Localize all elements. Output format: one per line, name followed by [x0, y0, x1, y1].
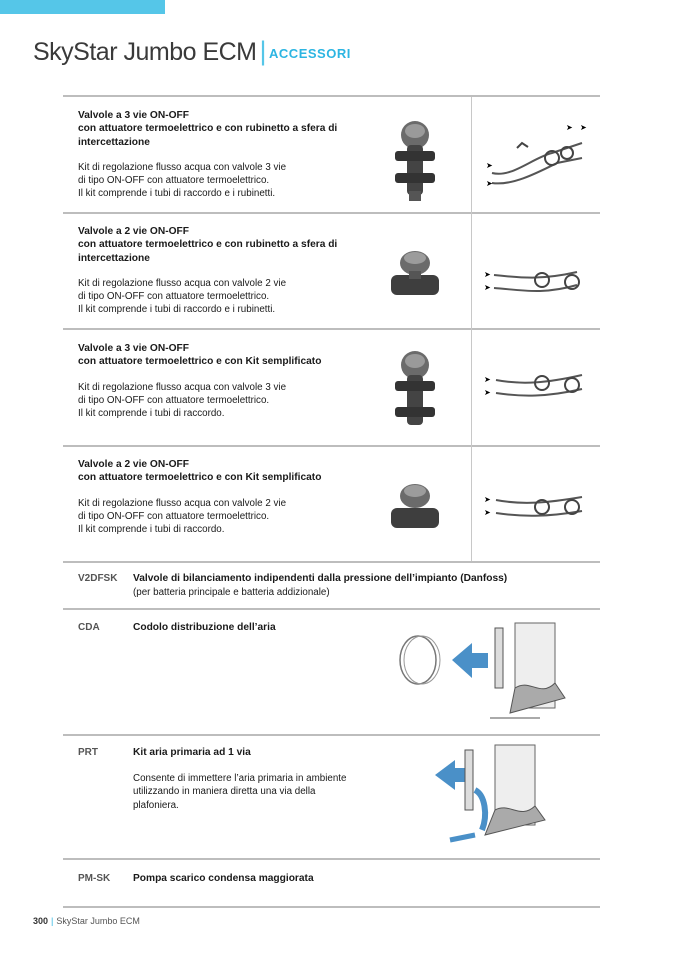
kit-description: Kit di regolazione flusso acqua con valvole 3 vie di tipo ON-OFF con attuatore termoelettrico. Il kit comprende i tubi di raccordo. — [78, 381, 287, 420]
page-number: 300 — [33, 916, 49, 926]
kit-item — [78, 109, 337, 201]
kit-diagram — [482, 118, 592, 198]
accessory-code: CDA — [78, 622, 100, 633]
valve-3way-photo — [385, 115, 445, 205]
accessory-description: Consente di immettere l’aria primaria in ambiente utilizzando in maniera diretta una via della plafoniera. — [133, 772, 347, 811]
svg-text:➤: ➤ — [484, 375, 491, 384]
column-divider — [471, 97, 472, 561]
svg-text:➤: ➤ — [580, 123, 587, 132]
svg-text:➤: ➤ — [486, 179, 493, 188]
kit-title: Valvole a 3 vie ON-OFF con attuatore termoelettrico e con rubinetto a sfera di intercettazione — [78, 110, 338, 148]
divider — [63, 445, 600, 447]
svg-text:➤: ➤ — [486, 161, 493, 170]
kit-item — [78, 225, 337, 317]
accessory-title: Valvole di bilanciamento indipendenti dalla pressione dell’impianto (Danfoss) — [133, 573, 508, 584]
kit-item — [78, 458, 321, 536]
section-label: ACCESSORI — [269, 45, 351, 61]
divider — [63, 328, 600, 330]
divider — [63, 561, 600, 563]
svg-text:➤: ➤ — [484, 388, 491, 397]
divider — [63, 858, 600, 860]
divider — [63, 906, 600, 908]
accessory-code: PRT — [78, 747, 98, 758]
air-duct-diagram — [390, 618, 585, 728]
kit-diagram — [482, 485, 592, 535]
kit-item — [78, 342, 321, 420]
kit-title: Valvole a 3 vie ON-OFF con attuatore termoelettrico e con Kit semplificato — [78, 343, 322, 368]
divider — [63, 608, 600, 610]
kit-description: Kit di regolazione flusso acqua con valvole 3 vie di tipo ON-OFF con attuatore termoelettrico. Il kit comprende i tubi di raccordo e i rubinetti. — [78, 161, 287, 200]
primary-air-diagram — [390, 740, 585, 855]
accessory-title: Pompa scarico condensa maggiorata — [133, 873, 314, 884]
svg-text:➤: ➤ — [484, 508, 491, 517]
svg-text:➤: ➤ — [484, 283, 491, 292]
top-accent-bar — [0, 0, 165, 14]
accessory-code: PM-SK — [78, 873, 111, 884]
svg-text:➤: ➤ — [484, 495, 491, 504]
page-footer: 300 | SkyStar Jumbo ECM — [33, 916, 140, 926]
accessory-item — [133, 872, 553, 886]
kit-title: Valvole a 2 vie ON-OFF con attuatore termoelettrico e con rubinetto a sfera di intercettazione — [78, 226, 338, 264]
accessory-item — [133, 572, 553, 599]
divider — [63, 95, 600, 97]
accessory-title: Kit aria primaria ad 1 via — [133, 747, 251, 758]
kit-diagram — [482, 250, 592, 310]
accessory-code: V2DFSK — [78, 573, 118, 584]
valve-3way-photo — [385, 345, 445, 435]
kit-diagram — [482, 355, 592, 415]
valve-2way-photo — [385, 245, 445, 305]
divider — [63, 734, 600, 736]
kit-description: Kit di regolazione flusso acqua con valvole 2 vie di tipo ON-OFF con attuatore termoelettrico. Il kit comprende i tubi di raccordo. — [78, 497, 287, 536]
footer-product: SkyStar Jumbo ECM — [56, 916, 140, 926]
page-title: SkyStar Jumbo ECM | ACCESSORI — [33, 36, 351, 66]
accessory-description: (per batteria principale e batteria addizionale) — [133, 586, 330, 598]
svg-text:➤: ➤ — [484, 270, 491, 279]
svg-text:➤: ➤ — [566, 123, 573, 132]
kit-title: Valvole a 2 vie ON-OFF con attuatore termoelettrico e con Kit semplificato — [78, 459, 322, 484]
kit-description: Kit di regolazione flusso acqua con valvole 2 vie di tipo ON-OFF con attuatore termoelettrico. Il kit comprende i tubi di raccordo e i rubinetti. — [78, 277, 287, 316]
divider — [63, 212, 600, 214]
accessory-title: Codolo distribuzione dell’aria — [133, 622, 276, 633]
valve-2way-photo — [385, 478, 445, 538]
